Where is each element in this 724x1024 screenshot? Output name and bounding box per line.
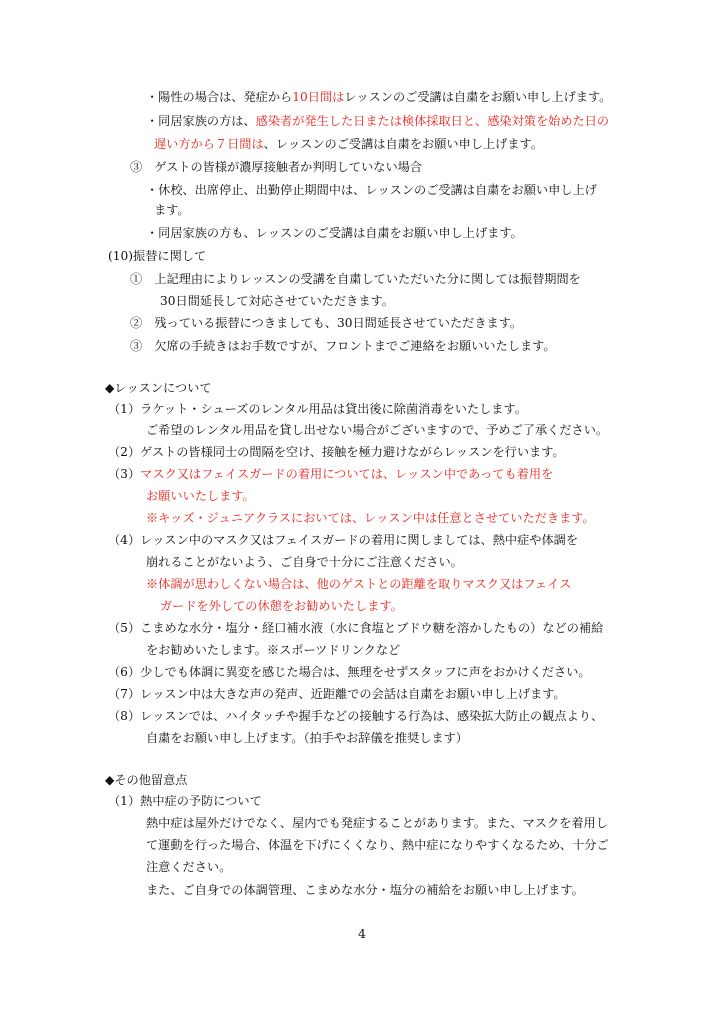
- text-line: [146, 553, 463, 571]
- text-line: [130, 337, 556, 355]
- text-segment: 30日間延長して対応させていただきます。: [160, 294, 394, 308]
- text-segment: 熱中症は屋外だけでなく、屋内でも発症することがあります。また、マスクを着用し: [146, 816, 608, 830]
- text-line: [108, 443, 565, 461]
- text-line: [146, 858, 231, 876]
- text-segment: （8）レッスンでは、ハイタッチや握手などの接触する行為は、感染拡大防止の観点より、: [108, 709, 604, 723]
- highlighted-text: ※体調が思わしくない場合は、他のゲストとの距離を取りマスク又はフェイス: [146, 577, 572, 591]
- text-segment: （1）ラケット・シューズのレンタル用品は貸出後に除菌消毒をいたします。: [108, 402, 527, 416]
- text-segment: ③ 欠席の手続きはお手数ですが、フロントまでご連絡をお願いいたします。: [130, 339, 556, 353]
- text-segment: 自粛をお願い申し上げます。（拍手やお辞儀を推奨します）: [146, 731, 468, 745]
- text-segment: ・同居家族の方も、レッスンのご受講は自粛をお願い申し上げます。: [146, 226, 523, 240]
- text-line: [146, 487, 255, 505]
- text-segment: また、ご自身での体調管理、こまめな水分・塩分の補給をお願い申し上げます。: [146, 883, 584, 897]
- text-segment: ② 残っている振替につきましても、30日間延長させていただきます。: [130, 316, 523, 330]
- text-line: [154, 201, 190, 219]
- text-segment: レッスンのご受講は自粛をお願い申し上げます。: [344, 90, 612, 104]
- text-segment: て運動を行った場合、体温を下げにくくなり、熱中症になりやすくなるため、十分ご: [146, 838, 609, 852]
- text-line: [108, 619, 603, 637]
- highlighted-text: 感染者が発生した日または検体採取日と、感染対策を始めた日の: [255, 114, 610, 128]
- text-line: [146, 836, 609, 854]
- text-segment: （1）熱中症の予防について: [108, 794, 262, 808]
- text-line: [108, 531, 578, 549]
- text-segment: ご希望のレンタル用品を貸し出せない場合がございますので、予めご了承ください。: [146, 423, 609, 437]
- highlighted-text: ※キッズ・ジュニアクラスにおいては、レッスン中は任意とさせていただきます。: [146, 511, 595, 525]
- text-segment: (10)振替に関して: [108, 249, 207, 263]
- text-line: [146, 575, 571, 593]
- text-line: [108, 247, 206, 265]
- text-line: [108, 663, 591, 681]
- highlighted-text: 10日間は: [292, 90, 345, 104]
- text-line: [146, 224, 523, 242]
- text-segment: （5）こまめな水分・塩分・経口補水液（水に食塩とブドウ糖を溶かしたもの）などの補給: [108, 621, 604, 635]
- text-segment: ① 上記理由によりレッスンの受講を自粛していただいた分に関しては振替期間を: [130, 272, 581, 286]
- text-line: [146, 181, 597, 199]
- text-line: [146, 88, 611, 106]
- highlighted-text: お願いいたします。: [146, 489, 255, 503]
- text-line: [146, 881, 584, 899]
- text-segment: ・陽性の場合は、発症から: [146, 90, 293, 104]
- text-line: [108, 707, 603, 725]
- text-line: [146, 641, 400, 659]
- text-segment: 注意ください。: [146, 860, 232, 874]
- text-line: [108, 685, 566, 703]
- text-segment: ・休校、出席停止、出勤停止期間中は、レッスンのご受講は自粛をお願い申し上げ: [146, 183, 597, 197]
- text-line: [130, 158, 422, 176]
- text-line: [130, 314, 522, 332]
- highlighted-text: ガードを外しての休憩をお勧めいたします。: [160, 599, 403, 613]
- text-segment: ◆その他留意点: [105, 773, 188, 787]
- text-line: [154, 135, 543, 153]
- text-line: [108, 792, 262, 810]
- text-segment: 崩れることがないよう、ご自身で十分にご注意ください。: [146, 555, 463, 569]
- text-line: [146, 421, 608, 439]
- text-segment: （4）レッスン中のマスク又はフェイスガードの着用に関しましては、熱中症や体調を: [108, 533, 579, 547]
- text-segment: ・同居家族の方は、: [146, 114, 256, 128]
- text-segment: をお勧めいたします。※スポーツドリンクなど: [146, 643, 401, 657]
- page-number: 4: [358, 926, 366, 941]
- text-segment: 、レッスンのご受講は自粛をお願い申し上げます。: [263, 137, 543, 151]
- text-line: [130, 270, 581, 288]
- text-segment: ◆レッスンについて: [105, 381, 212, 395]
- text-segment: （2）ゲストの皆様同士の間隔を空け、接触を極力避けながらレッスンを行います。: [108, 445, 565, 459]
- text-line: [108, 400, 527, 418]
- text-line: [146, 509, 595, 527]
- text-line: [105, 771, 188, 789]
- highlighted-text: 遅い方から７日間は: [154, 137, 264, 151]
- text-line: [146, 729, 468, 747]
- text-line: [146, 112, 609, 130]
- text-segment: ます。: [154, 203, 190, 217]
- highlighted-text: マスク又はフェイスガードの着用については、レッスン中であっても着用を: [140, 467, 554, 481]
- text-line: [160, 597, 403, 615]
- text-segment: （7）レッスン中は大きな声の発声、近距離での会話は自粛をお願い申し上げます。: [108, 687, 566, 701]
- text-segment: ③ ゲストの皆様が濃厚接触者か判明していない場合: [130, 160, 423, 174]
- text-line: [105, 379, 212, 397]
- text-segment: （6）少しでも体調に異変を感じた場合は、無理をせずスタッフに声をおかけください。: [108, 665, 591, 679]
- text-line: [108, 465, 553, 483]
- text-line: [160, 292, 394, 310]
- text-segment: （3）: [108, 467, 141, 481]
- text-line: [146, 814, 608, 832]
